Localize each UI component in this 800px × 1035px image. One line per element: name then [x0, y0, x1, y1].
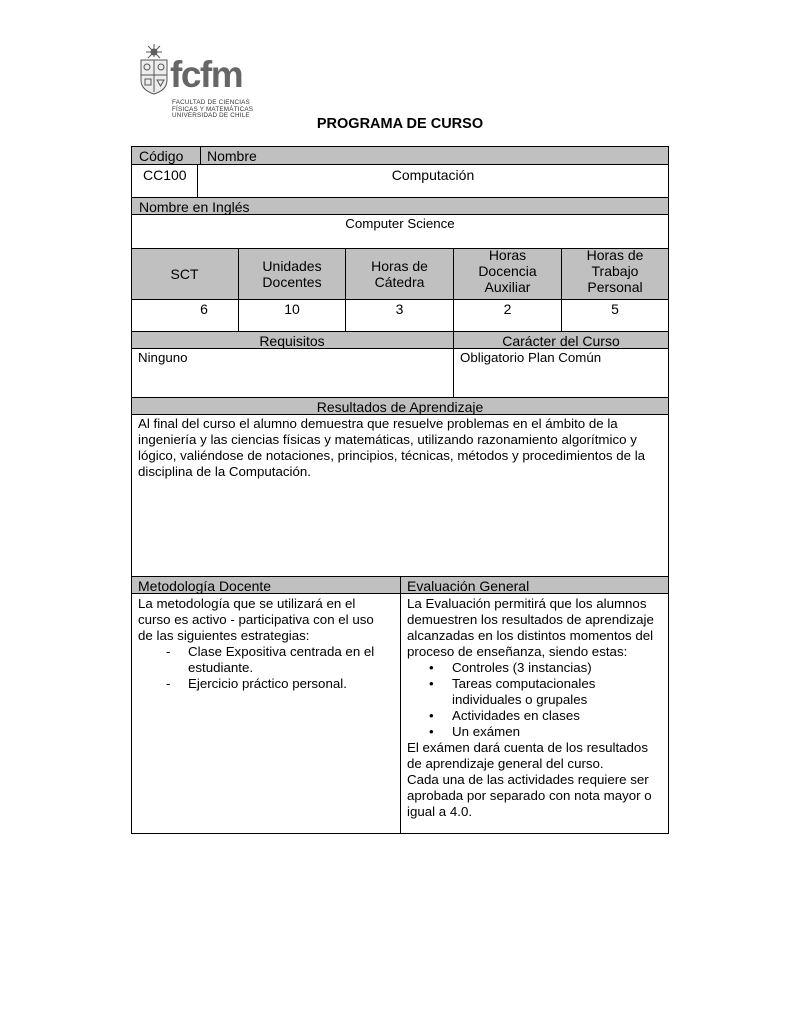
course-name: Computación [391, 167, 475, 183]
hours-header-sct: SCT [170, 266, 199, 282]
hours-value-unidades: 10 [284, 301, 300, 317]
list-item: • Actividades en clases [407, 708, 667, 724]
course-character-value: Obligatorio Plan Común [460, 350, 602, 365]
list-item: - Ejercicio práctico personal. [138, 676, 398, 692]
english-name: Computer Science [345, 216, 455, 231]
code-label: Código [139, 148, 184, 164]
page-title: PROGRAMA DE CURSO [316, 116, 484, 132]
methodology-text: La metodología que se utilizará en el curso es activo - participativa con el uso de las siguientes estrategias: - Clase Expositiva centrada en el estudiante. - Ejercicio práctico personal. [138, 596, 398, 692]
hours-header-unidades: Unidades Docentes [262, 258, 322, 290]
institution-name: FACULTAD DE CIENCIAS FÍSICAS Y MATEMÁTICAS UNIVERSIDAD DE CHILE [172, 99, 254, 120]
hours-header-catedra: Horas de Cátedra [371, 258, 428, 290]
learning-outcomes-label: Resultados de Aprendizaje [316, 399, 484, 415]
course-program-table [131, 146, 669, 834]
evaluation-label: Evaluación General [407, 578, 530, 594]
course-character-label: Carácter del Curso [502, 333, 620, 349]
list-item: - Clase Expositiva centrada en el estudiante. [138, 644, 398, 676]
course-code: CC100 [143, 167, 187, 183]
evaluation-activities-list [407, 660, 667, 740]
list-item: • Tareas computacionales individuales o grupales [407, 676, 667, 708]
evaluation-text: La Evaluación permitirá que los alumnos demuestren los resultados de aprendizaje alcanzadas en los distintos momentos del proceso de enseñanza, siendo estas: • Controles (3 instancias) • Tareas computacionales individuales o grupales • Actividades en clases • Un exámen El exámen dará cuenta de los resultados de aprendizaje general del curso. Cada una de las actividades requiere ser aprobada por separado con nota mayor o igual a 4.0. [407, 596, 667, 820]
fcfm-wordmark: fcfm [170, 54, 243, 95]
hours-header-personal: Horas de Trabajo Personal [586, 247, 644, 295]
hours-value-personal: 5 [611, 301, 619, 317]
methodology-strategies-list [138, 644, 398, 692]
hours-value-auxiliar: 2 [503, 301, 512, 317]
university-seal-icon [141, 44, 167, 94]
hours-value-catedra: 3 [395, 301, 404, 317]
learning-outcomes-text: Al final del curso el alumno demuestra que resuelve problemas en el ámbito de la ingeniería y las ciencias físicas y matemáticas, utilizando razonamiento algorítmico y lógico, valiéndose de notaciones, principios, técnicas, métodos y procedimientos de la disciplina de la Computación. [138, 416, 646, 479]
requirements-label: Requisitos [259, 333, 325, 349]
hours-value-sct: 6 [200, 301, 208, 317]
english-name-label: Nombre en Inglés [139, 199, 250, 215]
hours-header-auxiliar: Horas Docencia Auxiliar [478, 247, 537, 295]
name-label: Nombre [207, 148, 257, 164]
list-item: • Controles (3 instancias) [407, 660, 667, 676]
methodology-label: Metodología Docente [138, 578, 272, 594]
list-item: • Un exámen [407, 724, 667, 740]
requirements-value: Ninguno [138, 350, 188, 365]
